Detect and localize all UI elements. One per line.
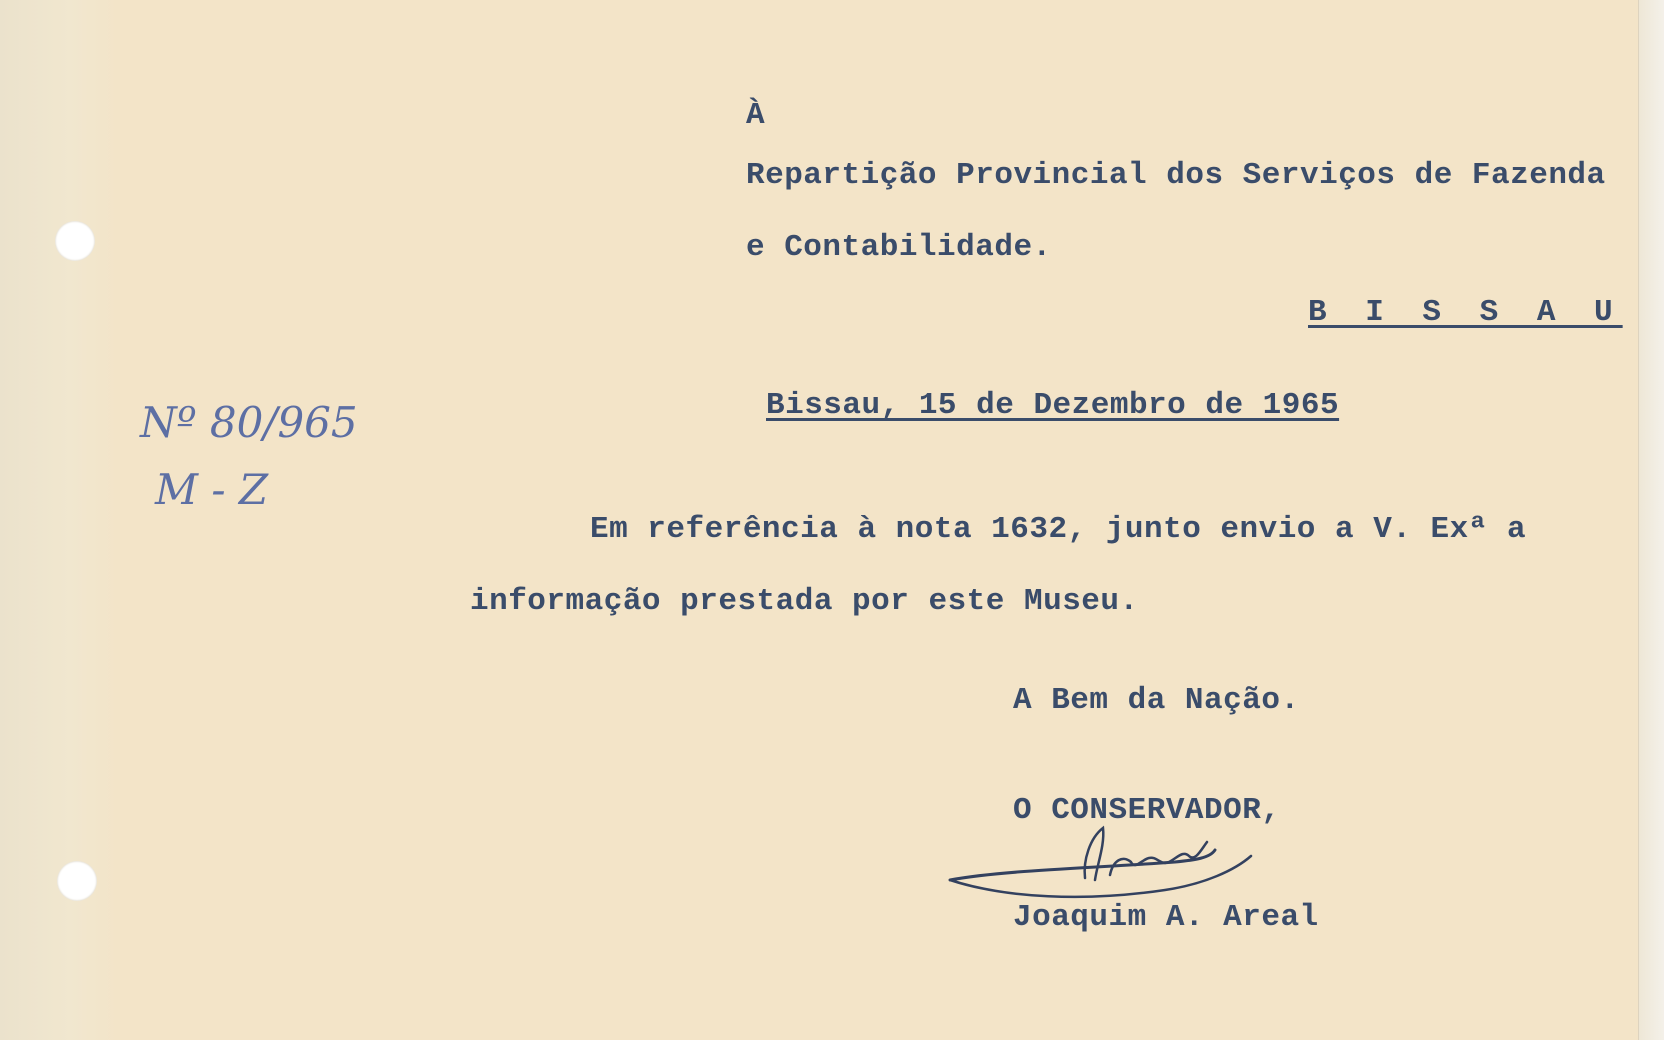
handwritten-reference-number: Nº 80/965 bbox=[140, 398, 358, 447]
body-line-1: Em referência à nota 1632, junto envio a V. Exª a bbox=[590, 512, 1527, 547]
body-line-2: informação prestada por este Museu. bbox=[470, 584, 1139, 619]
signatory-name: Joaquim A. Areal bbox=[1013, 900, 1319, 935]
addressee-city: B I S S A U bbox=[1308, 295, 1623, 330]
punch-hole-top bbox=[55, 221, 95, 261]
addressee-prefix: À bbox=[746, 98, 766, 133]
addressee-line-2: e Contabilidade. bbox=[746, 230, 1052, 265]
signatory-title: O CONSERVADOR, bbox=[1013, 793, 1281, 828]
punch-hole-bottom bbox=[57, 861, 97, 901]
handwritten-reference-code: M - Z bbox=[155, 465, 269, 514]
addressee-line-1: Repartição Provincial dos Serviços de Fazenda bbox=[746, 158, 1606, 193]
page-right-edge bbox=[1638, 0, 1664, 1040]
closing-formula: A Bem da Nação. bbox=[1013, 683, 1300, 718]
date-line: Bissau, 15 de Dezembro de 1965 bbox=[766, 388, 1340, 423]
